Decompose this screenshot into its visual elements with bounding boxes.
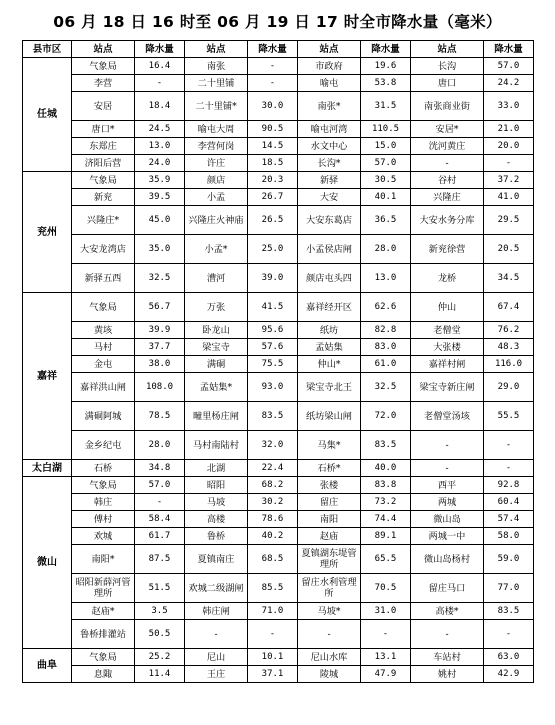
table-body xyxy=(23,58,534,683)
table-row xyxy=(23,75,534,92)
station-cell: 谷村 xyxy=(411,172,484,189)
station-cell: 马坡 xyxy=(185,494,248,511)
rainfall-cell: 39.9 xyxy=(135,322,185,339)
rainfall-cell: 57.0 xyxy=(484,58,534,75)
station-cell: 北湖 xyxy=(185,460,248,477)
rainfall-cell: 30.5 xyxy=(361,172,411,189)
county-cell: 微山 xyxy=(23,477,72,649)
station-cell: 嘉祥洪山闸 xyxy=(72,373,135,402)
rainfall-cell: 82.8 xyxy=(361,322,411,339)
rainfall-cell: 20.3 xyxy=(248,172,298,189)
table-row xyxy=(23,58,534,75)
station-cell: - xyxy=(185,620,248,649)
rainfall-cell: 87.5 xyxy=(135,545,185,574)
station-cell: - xyxy=(411,620,484,649)
station-cell: 微山岛 xyxy=(411,511,484,528)
rainfall-cell: 25.2 xyxy=(135,649,185,666)
rainfall-cell: - xyxy=(248,58,298,75)
station-cell: 留庄马口 xyxy=(411,574,484,603)
station-cell: 韩庄 xyxy=(72,494,135,511)
station-cell: 车站村 xyxy=(411,649,484,666)
rainfall-cell: 19.6 xyxy=(361,58,411,75)
station-cell: 济阳后营 xyxy=(72,155,135,172)
rainfall-cell: 57.0 xyxy=(361,155,411,172)
rainfall-cell: 56.7 xyxy=(135,293,185,322)
rainfall-cell: 70.5 xyxy=(361,574,411,603)
table-row xyxy=(23,666,534,683)
rainfall-cell: 47.9 xyxy=(361,666,411,683)
station-cell: 梁宝寺新庄闸 xyxy=(411,373,484,402)
station-cell: 东郑庄 xyxy=(72,138,135,155)
rainfall-cell: 57.4 xyxy=(484,511,534,528)
table-row xyxy=(23,155,534,172)
rainfall-cell: - xyxy=(248,620,298,649)
table-row xyxy=(23,528,534,545)
rainfall-cell: 83.5 xyxy=(361,431,411,460)
rainfall-cell: 29.5 xyxy=(484,206,534,235)
station-cell: 西平 xyxy=(411,477,484,494)
rainfall-table xyxy=(22,40,534,683)
station-cell: 小孟 xyxy=(185,189,248,206)
station-cell: 气象局 xyxy=(72,477,135,494)
rainfall-cell: 41.0 xyxy=(484,189,534,206)
station-cell: 梁宝寺北王 xyxy=(298,373,361,402)
table-row xyxy=(23,494,534,511)
rainfall-cell: 65.5 xyxy=(361,545,411,574)
station-cell: 大张楼 xyxy=(411,339,484,356)
station-cell: - xyxy=(411,460,484,477)
rainfall-cell: 37.1 xyxy=(248,666,298,683)
rainfall-cell: 35.0 xyxy=(135,235,185,264)
rainfall-cell: 78.5 xyxy=(135,402,185,431)
header-county: 县市区 xyxy=(23,41,72,58)
station-cell: 嘉祥经开区 xyxy=(298,293,361,322)
rainfall-cell: 72.0 xyxy=(361,402,411,431)
table-row xyxy=(23,574,534,603)
station-cell: 马集* xyxy=(298,431,361,460)
station-cell: 兴隆庄* xyxy=(72,206,135,235)
rainfall-cell: 73.2 xyxy=(361,494,411,511)
rainfall-cell: 42.9 xyxy=(484,666,534,683)
table-row xyxy=(23,431,534,460)
rainfall-cell: 57.0 xyxy=(135,477,185,494)
county-cell: 太白湖 xyxy=(23,460,72,477)
rainfall-cell: 31.5 xyxy=(361,92,411,121)
rainfall-cell: 20.5 xyxy=(484,235,534,264)
station-cell: 孟姑集 xyxy=(298,339,361,356)
rainfall-cell: 89.1 xyxy=(361,528,411,545)
table-row xyxy=(23,293,534,322)
table-row xyxy=(23,206,534,235)
header-rainfall: 降水量 xyxy=(484,41,534,58)
table-row xyxy=(23,235,534,264)
rainfall-cell: 40.2 xyxy=(248,528,298,545)
rainfall-cell: 40.1 xyxy=(361,189,411,206)
rainfall-cell: 18.4 xyxy=(135,92,185,121)
station-cell: 黄垓 xyxy=(72,322,135,339)
rainfall-cell: 25.0 xyxy=(248,235,298,264)
station-cell: 气象局 xyxy=(72,649,135,666)
station-cell: 鲁桥 xyxy=(185,528,248,545)
table-row xyxy=(23,322,534,339)
rainfall-cell: 68.2 xyxy=(248,477,298,494)
rainfall-cell: 60.4 xyxy=(484,494,534,511)
table-row xyxy=(23,264,534,293)
station-cell: 两城一中 xyxy=(411,528,484,545)
station-cell: 金乡纪屯 xyxy=(72,431,135,460)
rainfall-cell: 110.5 xyxy=(361,121,411,138)
station-cell: 万张 xyxy=(185,293,248,322)
station-cell: 市政府 xyxy=(298,58,361,75)
table-row xyxy=(23,511,534,528)
header-rainfall: 降水量 xyxy=(135,41,185,58)
station-cell: 南张* xyxy=(298,92,361,121)
table-row xyxy=(23,138,534,155)
rainfall-cell: - xyxy=(248,75,298,92)
station-cell: 息陬 xyxy=(72,666,135,683)
county-cell: 曲阜 xyxy=(23,649,72,683)
rainfall-cell: 67.4 xyxy=(484,293,534,322)
station-cell: 孟姑集* xyxy=(185,373,248,402)
rainfall-cell: 53.8 xyxy=(361,75,411,92)
rainfall-cell: 10.1 xyxy=(248,649,298,666)
rainfall-cell: - xyxy=(484,431,534,460)
station-cell: 夏镇湖东堤管理所 xyxy=(298,545,361,574)
station-cell: 尼山 xyxy=(185,649,248,666)
station-cell: 大安水务分库 xyxy=(411,206,484,235)
rainfall-cell: 26.5 xyxy=(248,206,298,235)
station-cell: 南张 xyxy=(185,58,248,75)
station-cell: 昭阳新薛河管理所 xyxy=(72,574,135,603)
rainfall-cell: 24.0 xyxy=(135,155,185,172)
station-cell: 唐口* xyxy=(72,121,135,138)
station-cell: 马坡* xyxy=(298,603,361,620)
rainfall-cell: 41.5 xyxy=(248,293,298,322)
station-cell: 大安 xyxy=(298,189,361,206)
rainfall-cell: 83.5 xyxy=(484,603,534,620)
station-cell: 尼山水库 xyxy=(298,649,361,666)
station-cell: 赵庙* xyxy=(72,603,135,620)
station-cell: 新驿 xyxy=(298,172,361,189)
rainfall-cell: 85.5 xyxy=(248,574,298,603)
table-row xyxy=(23,603,534,620)
rainfall-cell: 32.0 xyxy=(248,431,298,460)
station-cell: 大安龙湾店 xyxy=(72,235,135,264)
rainfall-cell: 51.5 xyxy=(135,574,185,603)
county-cell: 嘉祥 xyxy=(23,293,72,460)
station-cell: 新兖 xyxy=(72,189,135,206)
station-cell: 唐口 xyxy=(411,75,484,92)
rainfall-cell: 37.2 xyxy=(484,172,534,189)
station-cell: 新驿五西 xyxy=(72,264,135,293)
rainfall-cell: 16.4 xyxy=(135,58,185,75)
rainfall-cell: 116.0 xyxy=(484,356,534,373)
rainfall-cell: 83.8 xyxy=(361,477,411,494)
station-cell: 高楼* xyxy=(411,603,484,620)
station-cell: 仲山* xyxy=(298,356,361,373)
rainfall-cell: 34.8 xyxy=(135,460,185,477)
rainfall-cell: 18.5 xyxy=(248,155,298,172)
station-cell: 老僧堂汤垓 xyxy=(411,402,484,431)
station-cell: 姚村 xyxy=(411,666,484,683)
rainfall-cell: 29.0 xyxy=(484,373,534,402)
rainfall-cell: 90.5 xyxy=(248,121,298,138)
table-row xyxy=(23,121,534,138)
header-station: 站点 xyxy=(72,41,135,58)
rainfall-cell: 11.4 xyxy=(135,666,185,683)
rainfall-cell: 55.5 xyxy=(484,402,534,431)
station-cell: 老僧堂 xyxy=(411,322,484,339)
table-row xyxy=(23,189,534,206)
rainfall-cell: 83.0 xyxy=(361,339,411,356)
station-cell: 石桥 xyxy=(72,460,135,477)
station-cell: 马村 xyxy=(72,339,135,356)
rainfall-cell: 32.5 xyxy=(135,264,185,293)
rainfall-cell: 95.6 xyxy=(248,322,298,339)
rainfall-cell: 78.6 xyxy=(248,511,298,528)
station-cell: 疃里杨庄闸 xyxy=(185,402,248,431)
station-cell: 漕河 xyxy=(185,264,248,293)
rainfall-cell: 39.0 xyxy=(248,264,298,293)
station-cell: 喻屯大周 xyxy=(185,121,248,138)
station-cell: 王庄 xyxy=(185,666,248,683)
rainfall-cell: 21.0 xyxy=(484,121,534,138)
table-row xyxy=(23,620,534,649)
station-cell: 赵庙 xyxy=(298,528,361,545)
station-cell: 卧龙山 xyxy=(185,322,248,339)
table-row xyxy=(23,477,534,494)
header-station: 站点 xyxy=(185,41,248,58)
station-cell: 喻屯河湾 xyxy=(298,121,361,138)
station-cell: 欢城二级湖闸 xyxy=(185,574,248,603)
rainfall-cell: 28.0 xyxy=(361,235,411,264)
rainfall-cell: - xyxy=(361,620,411,649)
rainfall-cell: 75.5 xyxy=(248,356,298,373)
rainfall-cell: 68.5 xyxy=(248,545,298,574)
rainfall-cell: 26.7 xyxy=(248,189,298,206)
header-station: 站点 xyxy=(298,41,361,58)
rainfall-cell: 24.5 xyxy=(135,121,185,138)
rainfall-cell: 40.0 xyxy=(361,460,411,477)
rainfall-cell: 83.5 xyxy=(248,402,298,431)
rainfall-cell: 71.0 xyxy=(248,603,298,620)
rainfall-cell: 93.0 xyxy=(248,373,298,402)
rainfall-cell: 15.0 xyxy=(361,138,411,155)
station-cell: 南阳 xyxy=(298,511,361,528)
station-cell: 许庄 xyxy=(185,155,248,172)
station-cell: 梁宝寺 xyxy=(185,339,248,356)
station-cell: 傅村 xyxy=(72,511,135,528)
rainfall-cell: 63.0 xyxy=(484,649,534,666)
station-cell: 颜店 xyxy=(185,172,248,189)
rainfall-cell: 57.6 xyxy=(248,339,298,356)
station-cell: - xyxy=(411,431,484,460)
rainfall-cell: 58.4 xyxy=(135,511,185,528)
station-cell: - xyxy=(411,155,484,172)
station-cell: 兴隆庄 xyxy=(411,189,484,206)
station-cell: 安居* xyxy=(411,121,484,138)
rainfall-cell: - xyxy=(484,155,534,172)
rainfall-cell: 108.0 xyxy=(135,373,185,402)
rainfall-cell: 59.0 xyxy=(484,545,534,574)
rainfall-cell: 35.9 xyxy=(135,172,185,189)
station-cell: 张楼 xyxy=(298,477,361,494)
table-row xyxy=(23,545,534,574)
rainfall-cell: 22.4 xyxy=(248,460,298,477)
rainfall-cell: 34.5 xyxy=(484,264,534,293)
rainfall-cell: 30.0 xyxy=(248,92,298,121)
rainfall-cell: 61.0 xyxy=(361,356,411,373)
header-rainfall: 降水量 xyxy=(248,41,298,58)
station-cell: 两城 xyxy=(411,494,484,511)
station-cell: 洸河黄庄 xyxy=(411,138,484,155)
station-cell: 纸坊 xyxy=(298,322,361,339)
station-cell: 纸坊梁山闸 xyxy=(298,402,361,431)
rainfall-cell: 38.0 xyxy=(135,356,185,373)
station-cell: 小孟侯店闸 xyxy=(298,235,361,264)
station-cell: 气象局 xyxy=(72,172,135,189)
rainfall-cell: 32.5 xyxy=(361,373,411,402)
station-cell: 二十里铺* xyxy=(185,92,248,121)
station-cell: 仲山 xyxy=(411,293,484,322)
table-row xyxy=(23,373,534,402)
station-cell: 夏镇南庄 xyxy=(185,545,248,574)
rainfall-cell: 62.6 xyxy=(361,293,411,322)
station-cell: 安居 xyxy=(72,92,135,121)
county-cell: 任城 xyxy=(23,58,72,172)
table-header-row xyxy=(23,41,534,58)
rainfall-cell: - xyxy=(135,75,185,92)
station-cell: 欢城 xyxy=(72,528,135,545)
station-cell: 大安东葛店 xyxy=(298,206,361,235)
rainfall-cell: 61.7 xyxy=(135,528,185,545)
station-cell: 马村南陆村 xyxy=(185,431,248,460)
station-cell: 李营 xyxy=(72,75,135,92)
station-cell: 小孟* xyxy=(185,235,248,264)
station-cell: 喻屯 xyxy=(298,75,361,92)
table-row xyxy=(23,460,534,477)
station-cell: 气象局 xyxy=(72,58,135,75)
rainfall-cell: - xyxy=(135,494,185,511)
rainfall-cell: 39.5 xyxy=(135,189,185,206)
rainfall-cell: 13.1 xyxy=(361,649,411,666)
page-title: 06 月 18 日 16 时至 06 月 19 日 17 时全市降水量（毫米） xyxy=(53,13,502,31)
header-station: 站点 xyxy=(411,41,484,58)
station-cell: 留庄水利管理所 xyxy=(298,574,361,603)
station-cell: 颜店屯头四 xyxy=(298,264,361,293)
station-cell: - xyxy=(298,620,361,649)
station-cell: 金屯 xyxy=(72,356,135,373)
rainfall-cell: - xyxy=(484,620,534,649)
station-cell: 昭阳 xyxy=(185,477,248,494)
rainfall-cell: 20.0 xyxy=(484,138,534,155)
station-cell: 满硐阿城 xyxy=(72,402,135,431)
rainfall-cell: 37.7 xyxy=(135,339,185,356)
table-row xyxy=(23,172,534,189)
rainfall-cell: 30.2 xyxy=(248,494,298,511)
rainfall-cell: 45.0 xyxy=(135,206,185,235)
table-row xyxy=(23,649,534,666)
station-cell: 陵城 xyxy=(298,666,361,683)
rainfall-cell: 36.5 xyxy=(361,206,411,235)
station-cell: 高楼 xyxy=(185,511,248,528)
station-cell: 微山岛杨村 xyxy=(411,545,484,574)
rainfall-cell: 13.0 xyxy=(361,264,411,293)
station-cell: 鲁桥排灌站 xyxy=(72,620,135,649)
rainfall-cell: 14.5 xyxy=(248,138,298,155)
rainfall-cell: 50.5 xyxy=(135,620,185,649)
station-cell: 韩庄闸 xyxy=(185,603,248,620)
station-cell: 嘉祥村闸 xyxy=(411,356,484,373)
rainfall-cell: 28.0 xyxy=(135,431,185,460)
rainfall-cell: 58.0 xyxy=(484,528,534,545)
station-cell: 长沟 xyxy=(411,58,484,75)
station-cell: 石桥* xyxy=(298,460,361,477)
table-row xyxy=(23,92,534,121)
rainfall-cell: 76.2 xyxy=(484,322,534,339)
table-row xyxy=(23,356,534,373)
rainfall-cell: - xyxy=(484,460,534,477)
station-cell: 新兖徐营 xyxy=(411,235,484,264)
station-cell: 南阳* xyxy=(72,545,135,574)
rainfall-cell: 13.0 xyxy=(135,138,185,155)
station-cell: 气象局 xyxy=(72,293,135,322)
station-cell: 长沟* xyxy=(298,155,361,172)
station-cell: 留庄 xyxy=(298,494,361,511)
rainfall-cell: 77.0 xyxy=(484,574,534,603)
station-cell: 龙桥 xyxy=(411,264,484,293)
rainfall-cell: 24.2 xyxy=(484,75,534,92)
station-cell: 水文中心 xyxy=(298,138,361,155)
table-row xyxy=(23,339,534,356)
station-cell: 二十里铺 xyxy=(185,75,248,92)
table-row xyxy=(23,402,534,431)
rainfall-cell: 48.3 xyxy=(484,339,534,356)
station-cell: 兴隆庄火神庙 xyxy=(185,206,248,235)
station-cell: 南张商业街 xyxy=(411,92,484,121)
rainfall-cell: 3.5 xyxy=(135,603,185,620)
rainfall-cell: 33.0 xyxy=(484,92,534,121)
station-cell: 满硐 xyxy=(185,356,248,373)
rainfall-cell: 31.0 xyxy=(361,603,411,620)
header-rainfall: 降水量 xyxy=(361,41,411,58)
county-cell: 兖州 xyxy=(23,172,72,293)
rainfall-cell: 92.8 xyxy=(484,477,534,494)
rainfall-cell: 74.4 xyxy=(361,511,411,528)
station-cell: 李营何岗 xyxy=(185,138,248,155)
